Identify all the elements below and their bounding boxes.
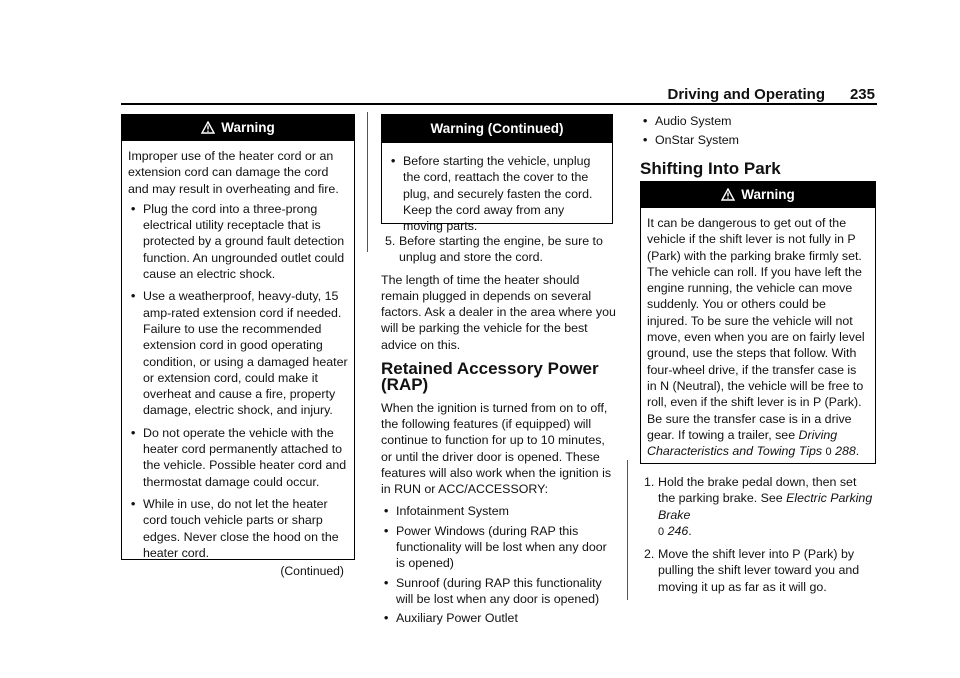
list-item: • OnStar System [640, 132, 876, 148]
cross-reference-page[interactable]: 246 [667, 523, 689, 538]
page-header [121, 86, 877, 102]
warning-box [640, 181, 876, 464]
warning-text [647, 215, 869, 460]
warning-header [122, 115, 354, 141]
warning-body [122, 141, 354, 583]
step-1 [640, 474, 876, 540]
warning-header [641, 182, 875, 208]
sentence-end: . [855, 444, 860, 459]
list-item: • Sunroof (during RAP this functionality will be lost when any door is opened) [381, 575, 616, 608]
list-item: • While in use, do not let the heater cord touch vehicle parts or sharp edges. Never close the hood on the heater cord. [128, 496, 348, 561]
step-number: 5. [385, 234, 396, 248]
column-2-text [381, 233, 616, 630]
warning-triangle-icon [721, 184, 735, 210]
step-number: 1. [644, 475, 655, 489]
warning-title: Warning [221, 120, 275, 135]
page-ref-arrow-icon: 0 [825, 446, 832, 459]
step-5 [381, 233, 616, 266]
column-divider [367, 112, 368, 252]
column-3-list [640, 113, 876, 177]
list-item: • Before starting the vehicle, unplug the cord, reattach the cover to the plug, and securely fasten the cord. Keep the cord away from any moving parts. [388, 153, 606, 234]
warning-title: Warning [741, 187, 795, 202]
list-item: • Infotainment System [381, 503, 616, 519]
warning-body [382, 143, 612, 244]
page-number: 235 [849, 86, 875, 103]
continued-label: (Continued) [280, 564, 344, 579]
warning-body [641, 208, 875, 467]
list-item: • Audio System [640, 113, 876, 129]
section-heading: Shifting Into Park [640, 158, 781, 178]
rap-heading: Retained Accessory Power (RAP) [381, 359, 599, 395]
paragraph: The length of time the heater should remain plugged in depends on several factors. Ask a dealer in the area where you will be parking the vehicle for the best advice on this. [381, 272, 616, 352]
warning-triangle-icon [201, 117, 215, 143]
page-ref-arrow-icon: 0 [658, 525, 665, 538]
column-3-steps [640, 474, 876, 601]
list-item: • Auxiliary Power Outlet [381, 610, 616, 626]
list-item: • Use a weatherproof, heavy-duty, 15 amp-rated extension cord if needed. Failure to use the recommended extension cord in good operating condition, or using a damaged heater or extension cord, could make it overheat and cause a fire, property damage, electric shock, and injury. [128, 288, 348, 418]
column-divider [627, 460, 628, 600]
list-item: • Power Windows (during RAP this functionality will be lost when any door is opened) [381, 523, 616, 572]
warning-intro: Improper use of the heater cord or an extension cord can damage the cord and may result in overheating and fire. [128, 149, 339, 196]
step-text: Hold the brake pedal down, then set the parking brake. See [658, 475, 857, 506]
list-item: • Plug the cord into a three-prong electrical utility receptacle that is protected by a ground fault detection function. An ungrounded outlet could cause an electric shock. [128, 201, 348, 282]
header-rule [121, 103, 877, 105]
step-text: Before starting the engine, be sure to unplug and store the cord. [399, 234, 603, 265]
list-item: • Do not operate the vehicle with the heater cord permanently attached to the vehicle. Possible heater cord and thermostat damage could occur. [128, 425, 348, 490]
warning-box-continued [381, 114, 613, 234]
warning-box [121, 114, 355, 579]
sentence-end: . [688, 523, 692, 538]
warning-header: Warning (Continued) [382, 115, 612, 143]
cross-reference-link[interactable]: Driving Characteristics and Towing Tips [647, 427, 838, 459]
section-title: Driving and Operating [667, 86, 825, 103]
cross-reference-page[interactable]: 288 [835, 444, 856, 459]
step-number: 2. [644, 547, 655, 562]
step-2 [640, 546, 876, 595]
paragraph: When the ignition is turned from on to off, the following features (if equipped) will continue to function for up to 10 minutes, or until the driver door is opened. These features will also work when the ignition is in RUN or ACC/ACCESSORY: [381, 400, 612, 497]
warning-text-main: It can be dangerous to get out of the vehicle if the shift lever is not fully in P (Park) with the parking brake firmly set. The vehicle can roll. If you have left the engine running, the vehicle can move suddenly. You or others could be injured. To be sure the vehicle will not move, even when you are on fairly level ground, use the steps that follow. With four-wheel drive, if the transfer case is in N (Neutral), the vehicle will be free to roll, even if the shift lever is in P (Park). Be sure the transfer case is in a drive gear. If towing a trailer, see [647, 216, 865, 442]
step-text: Move the shift lever into P (Park) by pulling the shift lever toward you and moving it up as far as it will go. [658, 547, 860, 594]
cross-reference-link[interactable]: Electric Parking Brake [658, 491, 873, 522]
